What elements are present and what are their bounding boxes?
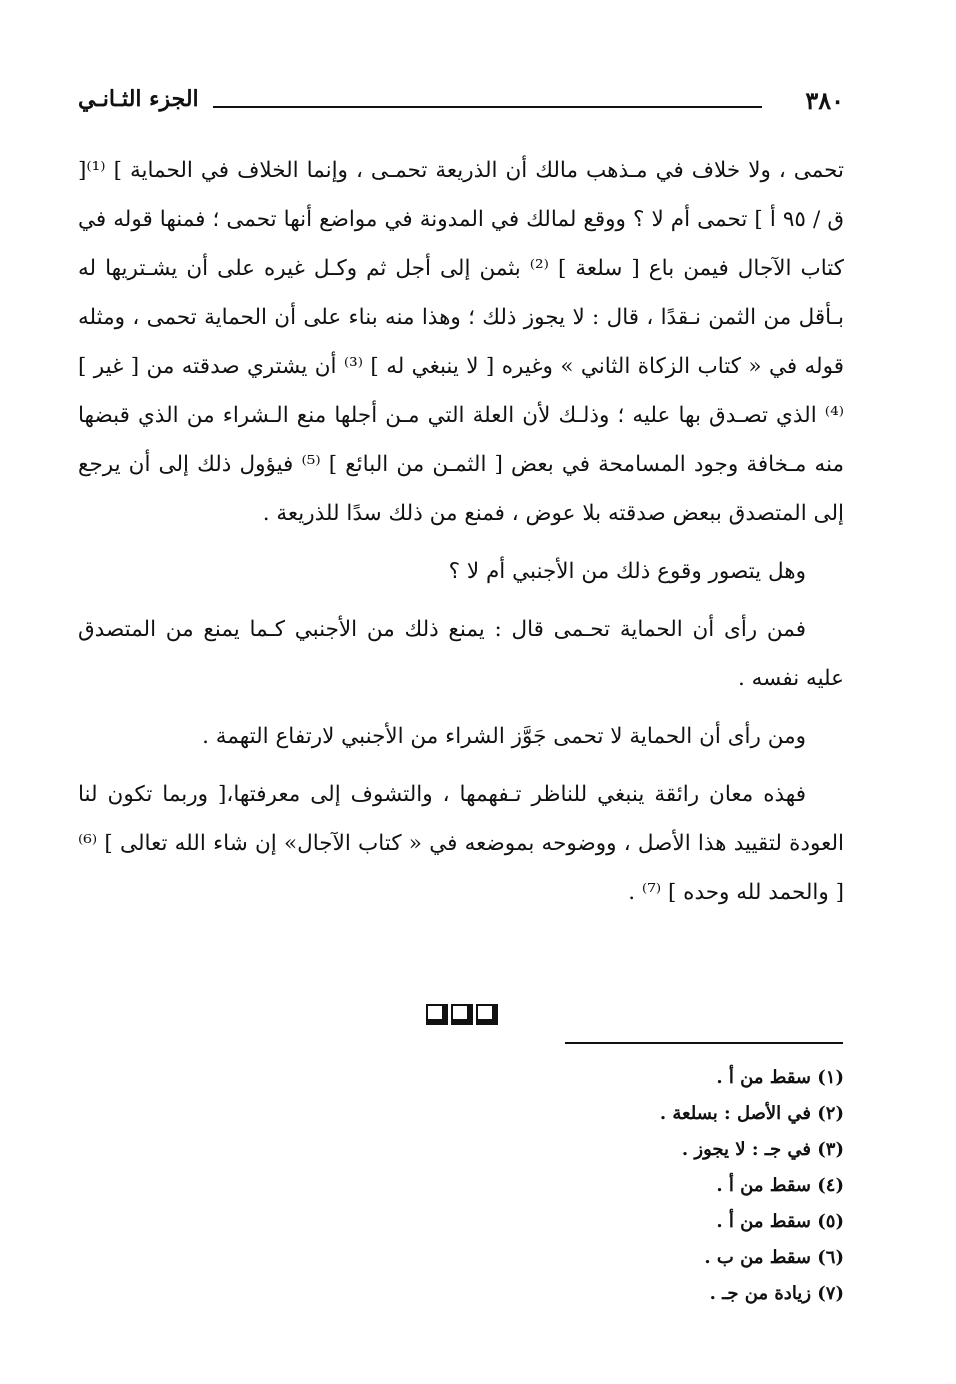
footnotes <box>544 1060 844 1312</box>
ornament-square-icon <box>476 1004 498 1025</box>
running-header <box>78 86 844 126</box>
section-end-ornament <box>426 1004 498 1026</box>
ornament-square-icon <box>426 1004 448 1025</box>
page-number: ٣٨٠ <box>805 86 844 115</box>
paragraph-3: فمن رأى أن الحماية تحـمى قال : يمنع ذلك من الأجنبي كـما يمنع من المتصدق عليه نفسه . <box>78 617 844 691</box>
paragraph-2: وهل يتصور وقوع ذلك من الأجنبي أم لا ؟ <box>448 559 806 584</box>
footnote-7: (٧) زيادة من جـ . <box>709 1283 844 1304</box>
footnote-2: (٢) في الأصل : بسلعة . <box>659 1103 844 1124</box>
running-header-title: الجزء الثـانـي <box>78 86 199 112</box>
paragraph-1: تحمى ، ولا خلاف في مـذهب مالك أن الذريعة تحمـى ، وإنما الخلاف في الحماية ] ⁽¹⁾[ ق / ٩٥ أ ] تحمى أم لا ؟ ووقع لمالك في المدونة في مواضع أنها تحمى ؛ فمنها قوله في كتاب الآجال فيمن باع [ سلعة ] ⁽²⁾ بثمن إلى أجل ثم وكـل غيره على أن يشـتريها له بـأقل من الثمن نـقدًا ، قال : لا يجوز ذلك ؛ وهذا منه بناء على أن الحماية تحمى ، ومثله قوله في « كتاب الزكاة الثاني » وغيره [ لا ينبغي له ] ⁽³⁾ أن يشتري صدقته من [ غير ] ⁽⁴⁾ الذي تصـدق بها عليه ؛ وذلـك لأن العلة التي مـن أجلها منع الـشراء من الذي قبضها منه مـخافة وجود المسامحة في بعض [ الثمـن من البائع ] ⁽⁵⁾ فيؤول ذلك إلى أن يرجع إلى المتصدق ببعض صدقته بلا عوض ، فمنع من ذلك سدًا للذريعة . <box>78 158 845 526</box>
footnote-1: (١) سقط من أ . <box>716 1067 844 1088</box>
footnote-4: (٤) سقط من أ . <box>716 1175 844 1196</box>
footnote-6: (٦) سقط من ب . <box>704 1247 844 1268</box>
footnote-5: (٥) سقط من أ . <box>716 1211 844 1232</box>
footnote-3: (٣) في جـ : لا يجوز . <box>681 1139 844 1160</box>
main-text <box>78 146 844 926</box>
ornament-square-icon <box>451 1004 473 1025</box>
paragraph-5: فهذه معان رائقة ينبغي للناظر تـفهمها ، والتشوف إلى معرفتها،[ وربما تكون لنا العودة لتقييد هذا الأصل ، ووضوحه بموضعه في « كتاب الآجال» إن شاء الله تعالى ] ⁽⁶⁾[ والحمد لله وحده ] ⁽⁷⁾ . <box>78 782 844 905</box>
paragraph-4: ومن رأى أن الحماية لا تحمى جَوَّز الشراء من الأجنبي لارتفاع التهمة . <box>202 724 806 749</box>
footnote-rule <box>565 1042 843 1044</box>
header-rule <box>213 106 762 108</box>
